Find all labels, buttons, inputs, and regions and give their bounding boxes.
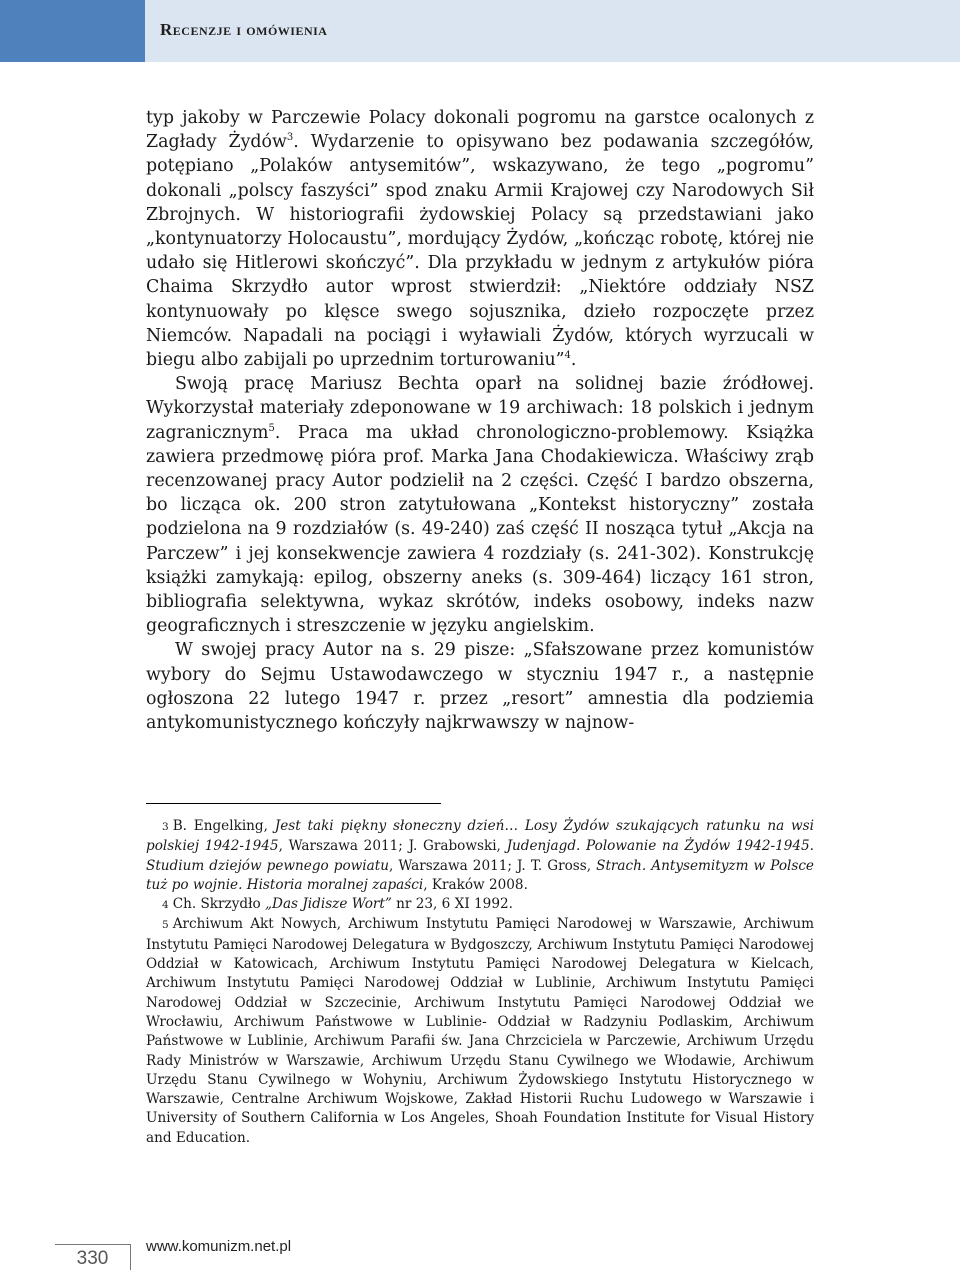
paragraph-3: W swojej pracy Autor na s. 29 pisze: „Sfałszowane przez komunistów wybory do Sejmu Ustawodawczego w styczniu 1947 r., a następnie ogłoszona 22 lutego 1947 r. przez „resort” amnestia dla podziemia antykomunistycznego kończyły najkrwawszy w najnow- xyxy=(146,640,814,734)
footnote-4: 4 Ch. Skrzydło „Das Jidisze Wort” nr 23, 6 XI 1992. xyxy=(162,896,513,913)
footnote-ref-3[interactable]: 3 xyxy=(286,132,294,144)
footnotes xyxy=(146,817,814,1148)
footnote-separator xyxy=(146,803,441,804)
paragraph-2: Swoją pracę Mariusz Bechta oparł na solidnej bazie źródłowej. Wykorzystał materiały zdeponowane w 19 archiwach: 18 polskich i jednym zagranicznym$^5$. Praca ma układ chronologiczno-problemowy. Książka zawiera przedmowę pióra prof. Marka Jana Chodakiewicza. Właściwy zrąb recenzowanej pracy Autor podzielił na 2 części. Część I bardzo obszerna, bo licząca ok. 200 stron zatytułowana „Kontekst historyczny” została podzielona na 9 rozdziałów (s. 49-240) zaś część II nosząca tytuł „Akcja na Parczew” i jej konsekwencje zawiera 4 rozdziały (s. 241-302). Konstrukcję książki zamykają: epilog, obszerny aneks (s. 309-464) liczący 161 stron, bibliografia selektywna, wykaz skrótów, indeks osobowy, indeks nazw geograficznych i streszczenie w języku angielskim. xyxy=(146,374,814,637)
footnote-ref-5[interactable]: 5 xyxy=(268,422,275,434)
footnote-5: 5 Archiwum Akt Nowych, Archiwum Instytutu Pamięci Narodowej w Warszawie, Archiwum Instytutu Pamięci Narodowej Delegatura w Bydgoszczy, Archiwum Instytutu Pamięci Narodowej Oddział w Katowicach, Archiwum Instytutu Pamięci Narodowej Delegatura w Kielcach, Archiwum Instytutu Pamięci Narodowej Oddział w Lublinie, Archiwum Instytutu Pamięci Narodowej Oddział w Szczecinie, Archiwum Instytutu Pamięci Narodowej Oddział we Wrocławiu, Archiwum Państwowe w Lublinie- Oddział w Radzyniu Podlaskim, Archiwum Państwowe w Lublinie, Archiwum Parafii św. Jana Chrzciciela w Parczewie, Archiwum Urzędu Rady Ministrów w Warszawie, Archiwum Urzędu Stanu Cywilnego we Włodawie, Archiwum Urzędu Stanu Cywilnego w Wohyniu, Archiwum Żydowskiego Instytutu Historycznego w Warszawie, Centralne Archiwum Wojskowe, Zakład Historii Ruchu Ludowego w Warszawie i University of Southern California w Los Angeles, Shoah Foundation Institute for Visual History and Education. xyxy=(146,916,814,1146)
page-number: 330 xyxy=(55,1244,131,1270)
site-url[interactable]: www.komunizm.net.pl xyxy=(146,1238,292,1255)
footnote-3: 3 B. Engelking, Jest taki piękny słoneczny dzień… Losy Żydów szukających ratunku na wsi polskiej 1942-1945, Warszawa 2011; J. Grabowski, Judenjagd. Polowanie na Żydów 1942-1945. Studium dziejów pewnego powiatu, Warszawa 2011; J. T. Gross, Strach. Antysemityzm w Polsce tuż po wojnie. Historia moralnej zapaści, Kraków 2008. xyxy=(146,818,815,893)
footnote-ref-4[interactable]: 4 xyxy=(564,350,571,362)
body-text xyxy=(146,106,814,735)
header-accent-block xyxy=(0,0,145,62)
section-title: Recenzje i omówienia xyxy=(160,20,328,39)
paragraph-1: typ jakoby w Parczewie Polacy dokonali pogromu na garstce ocalonych z Zagłady Żydów$^3$. Wydarzenie to opisywano bez podawania szczegółów, potępiano „Polaków antysemitów”, wskazywano, że tego „pogromu” dokonali „polscy faszyści” spod znaku Armii Krajowej czy Narodowych Sił Zbrojnych. W historiografii żydowskiej Polacy są przedstawiani jako „kontynuatorzy Holocaustu”, mordujący Żydów, „kończąc robotę, której nie udało się Hitlerowi skończyć”. Dla przykładu w jednym z artykułów pióra Chaima Skrzydło autor wprost stwierdził: „Niektóre oddziały NSZ kontynuowały po klęsce swego sojusznika, dzieło rozpoczęte przez Niemców. Napadali na pociągi i wyławiali Żydów, których wyrzucali w biegu albo zabijali po uprzednim torturowaniu”$^4$. xyxy=(146,108,814,371)
